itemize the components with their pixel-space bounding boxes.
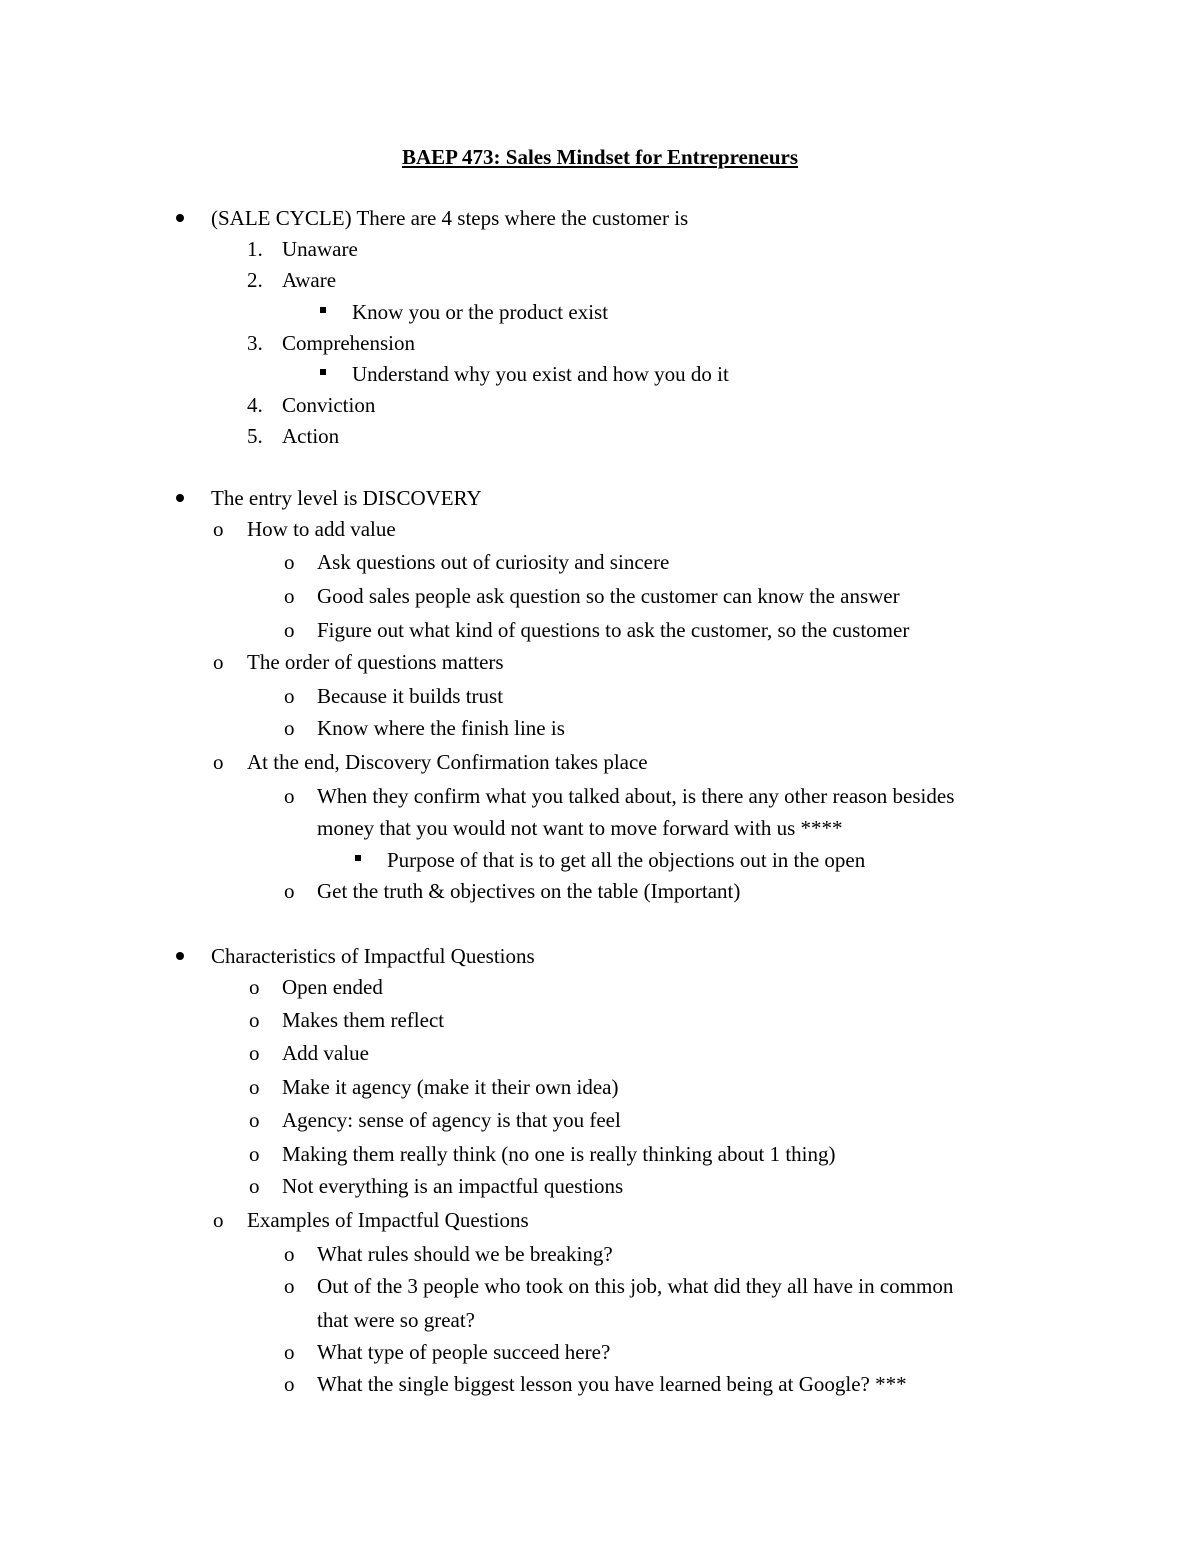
step-text: Aware (282, 268, 337, 292)
sale-cycle-heading: (SALE CYCLE) There are 4 steps where the customer is (211, 206, 689, 230)
list-item: When they confirm what you talked about, is there any other reason besides (317, 784, 955, 808)
list-item: Open ended (282, 975, 383, 999)
list-item: Add value (282, 1041, 369, 1065)
list-item: Because it builds trust (317, 684, 504, 708)
open-circle-bullet: o (284, 550, 295, 574)
confirmation-label: At the end, Discovery Confirmation takes place (247, 750, 648, 774)
list-item: Agency: sense of agency is that you feel (282, 1108, 621, 1132)
list-item: Know where the finish line is (317, 716, 565, 740)
impactful-heading: Characteristics of Impactful Questions (211, 944, 535, 968)
open-circle-bullet: o (284, 879, 295, 903)
list-item: What rules should we be breaking? (317, 1242, 613, 1266)
open-circle-bullet: o (284, 1274, 295, 1298)
open-circle-bullet: o (284, 1340, 295, 1364)
open-circle-bullet: o (249, 1008, 260, 1032)
list-item-continuation: money that you would not want to move forward with us **** (317, 816, 843, 840)
list-item: Make it agency (make it their own idea) (282, 1075, 619, 1099)
page-title: BAEP 473: Sales Mindset for Entrepreneurs (401, 145, 799, 169)
open-circle-bullet: o (249, 1142, 260, 1166)
list-item: Ask questions out of curiosity and sincere (317, 550, 670, 574)
bullet-icon (176, 952, 184, 960)
step-number: 1. (247, 237, 263, 261)
square-bullet-icon (320, 369, 326, 375)
step-text: Comprehension (282, 331, 415, 355)
bullet-icon (176, 214, 184, 222)
step-number: 2. (247, 268, 263, 292)
list-item: Makes them reflect (282, 1008, 445, 1032)
step-text: Unaware (282, 237, 358, 261)
open-circle-bullet: o (284, 784, 295, 808)
list-item: Get the truth & objectives on the table (Important) (317, 879, 741, 903)
open-circle-bullet: o (249, 975, 260, 999)
list-item: What type of people succeed here? (317, 1340, 611, 1364)
open-circle-bullet: o (213, 517, 224, 541)
open-circle-bullet: o (284, 584, 295, 608)
order-label: The order of questions matters (247, 650, 504, 674)
list-item: Good sales people ask question so the customer can know the answer (317, 584, 900, 608)
square-bullet-icon (320, 307, 326, 313)
examples-label: Examples of Impactful Questions (247, 1208, 529, 1232)
open-circle-bullet: o (213, 750, 224, 774)
open-circle-bullet: o (284, 1372, 295, 1396)
bullet-icon (176, 494, 184, 502)
open-circle-bullet: o (284, 716, 295, 740)
step-text: Action (282, 424, 340, 448)
open-circle-bullet: o (213, 1208, 224, 1232)
list-item: What the single biggest lesson you have learned being at Google? *** (317, 1372, 907, 1396)
open-circle-bullet: o (249, 1075, 260, 1099)
list-item-continuation: that were so great? (317, 1308, 476, 1332)
aware-note: Know you or the product exist (352, 300, 609, 324)
comprehension-note: Understand why you exist and how you do it (352, 362, 729, 386)
list-item: Not everything is an impactful questions (282, 1174, 624, 1198)
open-circle-bullet: o (284, 1242, 295, 1266)
add-value-label: How to add value (247, 517, 396, 541)
square-bullet-icon (355, 855, 361, 861)
list-item: Figure out what kind of questions to ask the customer, so the customer (317, 618, 910, 642)
list-item: Out of the 3 people who took on this job, what did they all have in common (317, 1274, 954, 1298)
open-circle-bullet: o (249, 1041, 260, 1065)
step-number: 4. (247, 393, 263, 417)
open-circle-bullet: o (249, 1108, 260, 1132)
open-circle-bullet: o (284, 684, 295, 708)
list-item: Purpose of that is to get all the objections out in the open (387, 848, 866, 872)
open-circle-bullet: o (249, 1174, 260, 1198)
discovery-heading: The entry level is DISCOVERY (211, 486, 482, 510)
step-number: 5. (247, 424, 263, 448)
step-text: Conviction (282, 393, 376, 417)
step-number: 3. (247, 331, 263, 355)
open-circle-bullet: o (213, 650, 224, 674)
open-circle-bullet: o (284, 618, 295, 642)
list-item: Making them really think (no one is really thinking about 1 thing) (282, 1142, 836, 1166)
